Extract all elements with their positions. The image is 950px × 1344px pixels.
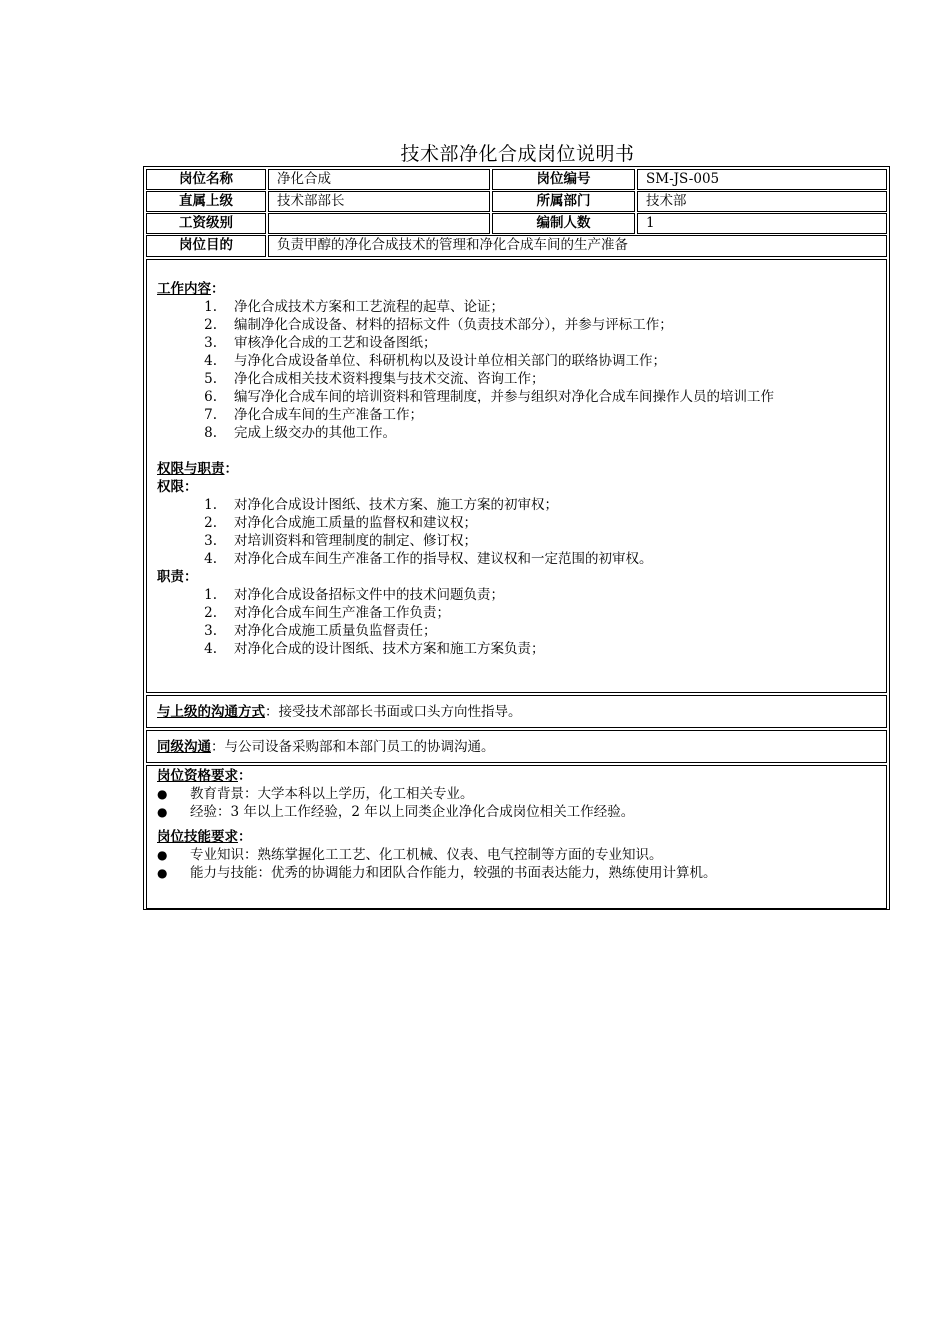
authority-heading: 权限与职责： [157,461,238,477]
label-salary-grade: 工资级别 [146,213,266,234]
rights-heading: 权限： [157,479,198,495]
superior-communication-label: 与上级的沟通方式 [157,704,265,720]
work-content-heading: 工作内容： [157,281,225,297]
label-purpose: 岗位目的 [146,235,266,257]
job-description-form [143,166,890,910]
label-supervisor: 直属上级 [146,191,266,212]
duties-heading: 职责： [157,569,198,585]
peer-communication-label: 同级沟通 [157,739,211,755]
value-purpose: 负责甲醇的净化合成技术的管理和净化合成车间的生产准备 [268,235,887,257]
bullet-icon: ● [157,805,168,819]
label-headcount: 编制人数 [492,213,635,234]
qualification-section: 岗位资格要求： ● 教育背景：大学本科以上学历，化工相关专业。 ● 经验：3 年以上工作经验，2 年以上同类企业净化合成岗位相关工作经验。 岗位技能要求： ● 专业知识：熟练掌握化工工艺、化工机械、仪表、电气控制等方面的专业知识。 ● 能力与技能：优秀的协调能力和团队合作能力，较强的书面表达能力，熟练使用计算机。 [146,765,887,909]
page-title: 技术部净化合成岗位说明书 [400,143,635,165]
peer-communication-text: ：与公司设备采购部和本部门员工的协调沟通。 [211,739,495,755]
superior-communication-section [146,695,887,728]
bullet-icon: ● [157,848,168,862]
label-department: 所属部门 [492,191,635,212]
label-position-name: 岗位名称 [146,169,266,190]
value-position-code: SM-JS-005 [637,169,887,190]
value-headcount: 1 [637,213,887,234]
superior-communication-text: ：接受技术部部长书面或口头方向性指导。 [265,704,522,720]
skills-heading: 岗位技能要求： [157,829,252,845]
bullet-icon: ● [157,787,168,801]
bullet-icon: ● [157,866,168,880]
peer-communication-section [146,730,887,763]
value-department: 技术部 [637,191,887,212]
qualification-heading: 岗位资格要求： [157,768,252,784]
value-supervisor: 技术部部长 [268,191,490,212]
label-position-code: 岗位编号 [492,169,635,190]
value-salary-grade [268,213,490,234]
value-position-name: 净化合成 [268,169,490,190]
duties-section: 工作内容： 1. 净化合成技术方案和工艺流程的起草、论证； 2. 编制净化合成设备、材料的招标文件（负责技术部分），并参与评标工作； 3. 审核净化合成的工艺和设备图纸； 4. 与净化合成设备单位、科研机构以及设计单位相关部门的联络协调工作； 5. 净化合成相关技术资料搜集与技术交流、咨询工作； 6. 编写净化合成车间的培训资料和管理制度，并参与组织对净化合成车间操作人员的培训工作 7. 净化合成车间的生产准备工作； 8. 完成上级交办的其他工作。 权限与职责： 权限： 1. 对净化合成设计图纸、技术方案、施工方案的初审权； 2. 对净化合成施工质量的监督权和建议权； 3. 对培训资料和管理制度的制定、修订权； 4. 对净化合成车间生产准备工作的指导权、建议权和一定范围的初审权。 职责： 1. 对净化合成设备招标文件中的技术问题负责； 2. 对净化合成车间生产准备工作负责； 3. 对净化合成施工质量负监督责任； 4. 对净化合成的设计图纸、技术方案和施工方案负责； [146,259,887,693]
